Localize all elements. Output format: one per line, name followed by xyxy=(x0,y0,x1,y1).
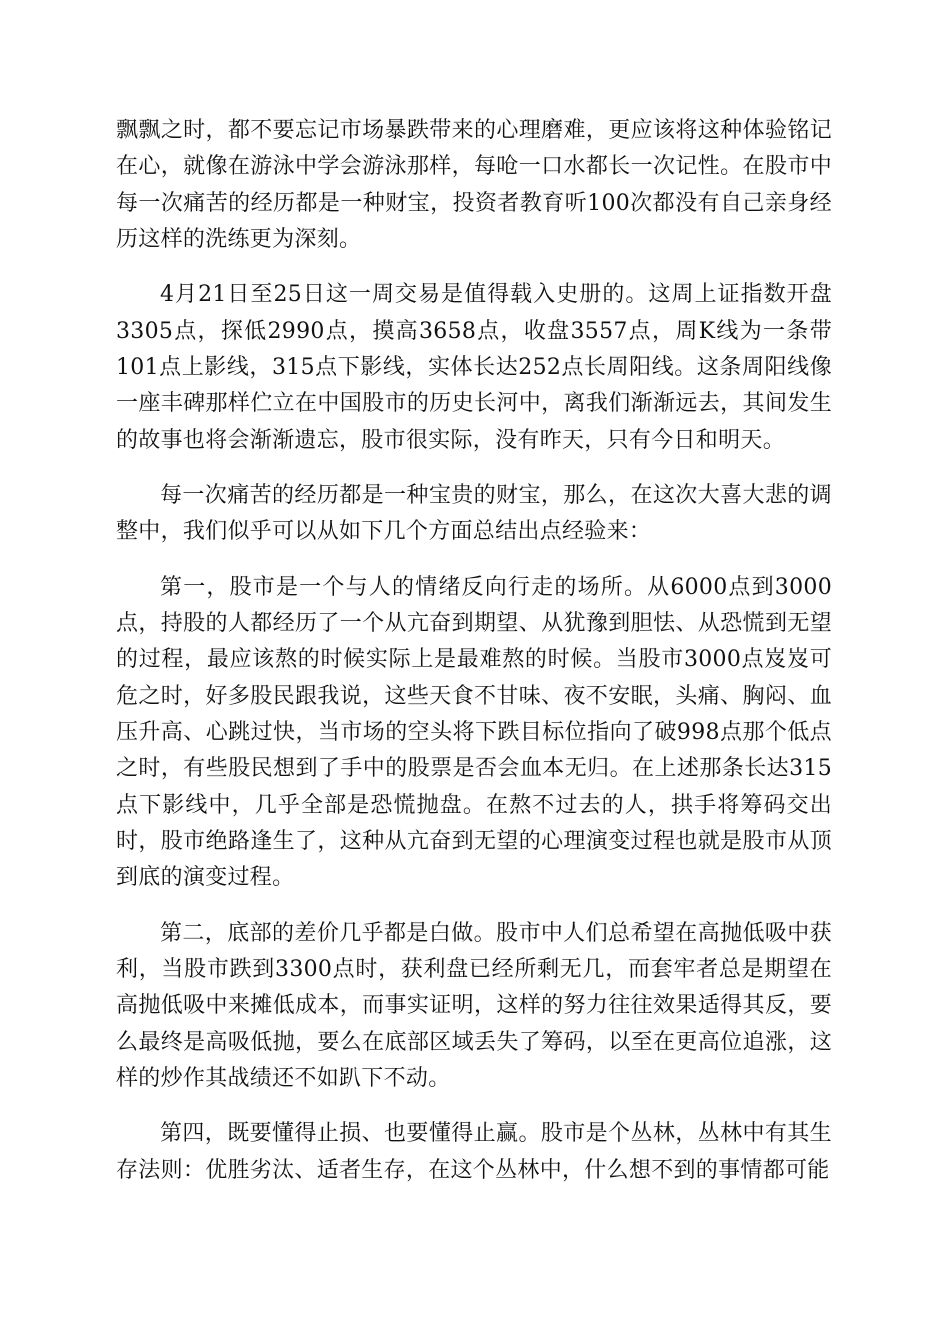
paragraph-5: 第二，底部的差价几乎都是白做。股市中人们总希望在高抛低吸中获利，当股市跌到3300点时，获利盘已经所剩无几，而套牢者总是期望在高抛低吸中来摊低成本，而事实证明，这样的努力往往效果适得其反，要么最终是高吸低抛，要么在底部区域丢失了筹码，以至在更高位追涨，这样的炒作其战绩还不如趴下不动。 xyxy=(116,920,832,1091)
paragraph-3: 每一次痛苦的经历都是一种宝贵的财宝，那么，在这次大喜大悲的调整中，我们似乎可以从如下几个方面总结出点经验来： xyxy=(116,483,832,545)
paragraph-4: 第一，股市是一个与人的情绪反向行走的场所。从6000点到3000点，持股的人都经历了一个从亢奋到期望、从犹豫到胆怯、从恐慌到无望的过程，最应该熬的时候实际上是最难熬的时候。当股市3000点岌岌可危之时，好多股民跟我说，这些天食不甘味、夜不安眠，头痛、胸闷、血压升高、心跳过快，当市场的空头将下跌目标位指向了破998点那个低点之时，有些股民想到了手中的股票是否会血本无归。在上述那条长达315点下影线中，几乎全部是恐慌抛盘。在熬不过去的人，拱手将筹码交出时，股市绝路逢生了，这种从亢奋到无望的心理演变过程也就是股市从顶到底的演变过程。 xyxy=(116,574,832,891)
paragraph-1: 飘飘之时，都不要忘记市场暴跌带来的心理磨难，更应该将这种体验铭记在心，就像在游泳中学会游泳那样，每呛一口水都长一次记性。在股市中每一次痛苦的经历都是一种财宝，投资者教育听100次都没有自己亲身经历这样的洗练更为深刻。 xyxy=(116,118,832,252)
document-page xyxy=(116,113,832,1208)
paragraph-6: 第四，既要懂得止损、也要懂得止赢。股市是个丛林，丛林中有其生存法则：优胜劣汰、适者生存，在这个丛林中，什么想不到的事情都可能 xyxy=(116,1121,832,1183)
paragraph-2: 4月21日至25日这一周交易是值得载入史册的。这周上证指数开盘3305点，探低2990点，摸高3658点，收盘3557点，周K线为一条带101点上影线，315点下影线，实体长达252点长周阳线。这条周阳线像一座丰碑那样伫立在中国股市的历史长河中，离我们渐渐远去，其间发生的故事也将会渐渐遗忘，股市很实际，没有昨天，只有今日和明天。 xyxy=(116,282,832,453)
